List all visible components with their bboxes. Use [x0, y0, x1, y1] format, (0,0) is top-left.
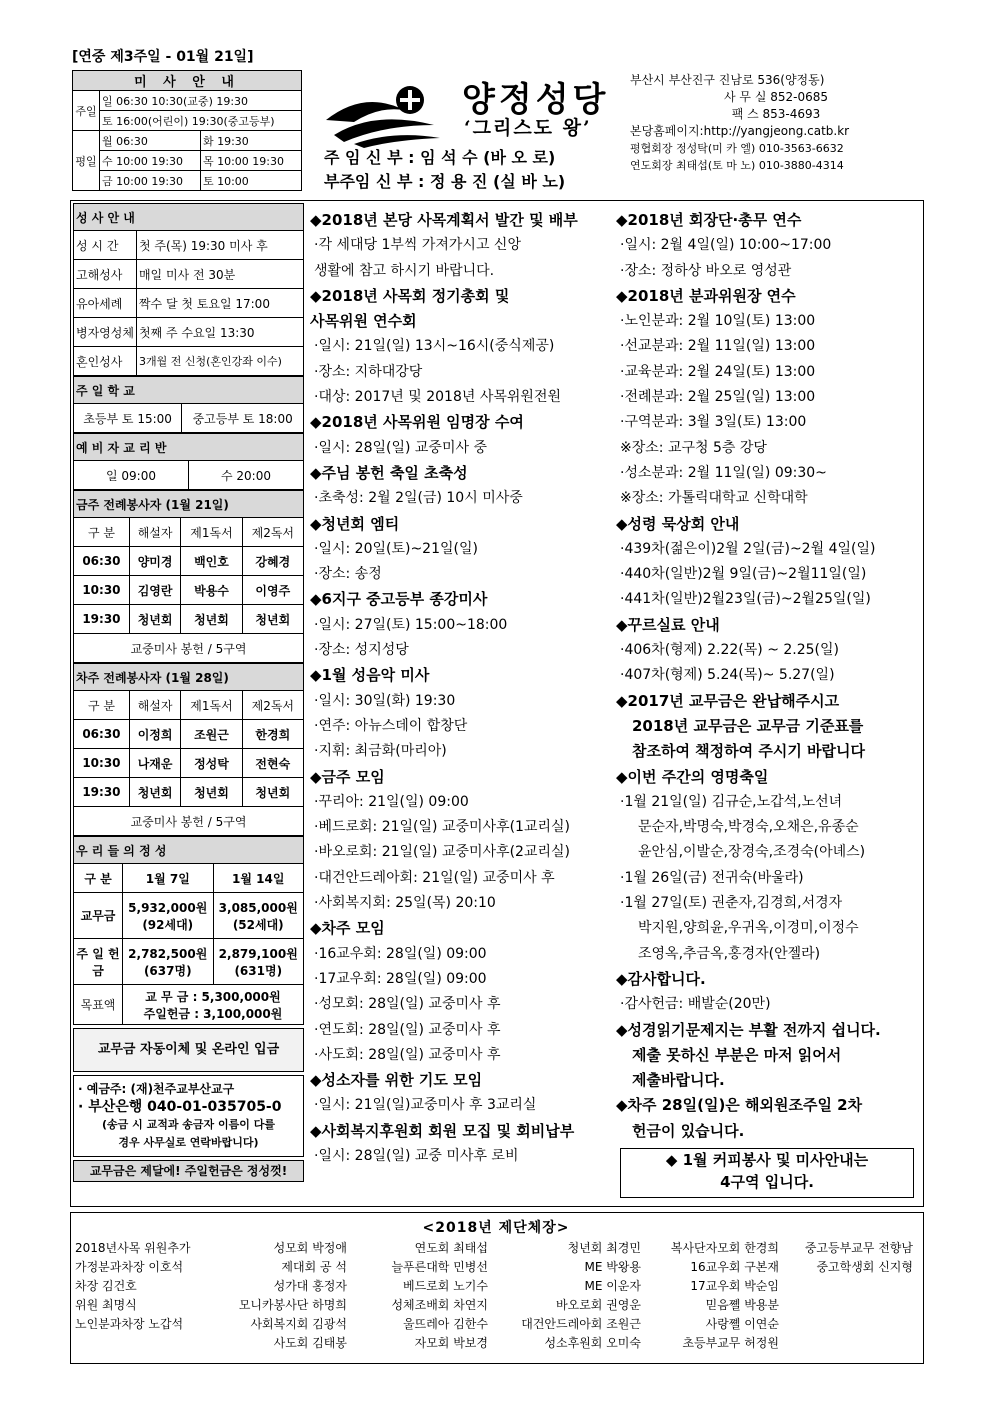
group-leader-entry: 17교우회 박순임 [690, 1279, 779, 1293]
announcement-line: ·1월 27일(토) 권춘자,김경희,서경자 [620, 895, 843, 912]
announcement-line: ·1월 26일(금) 전귀숙(바울라) [620, 869, 804, 886]
notice-line: 4구역 입니다. [720, 1173, 814, 1191]
offering-note: 교중미사 봉헌 / 5구역 [74, 634, 304, 663]
announcement-heading: ◆사회복지후원회 회원 모집 및 회비납부 [310, 1121, 575, 1140]
clergy-block [324, 146, 565, 194]
announcement-line: 윤안심,이발순,장경숙,조경숙(아녜스) [638, 844, 866, 861]
goal-tithe: 교 무 금 : 5,300,000원 [145, 989, 281, 1004]
announcement-line: ·일시: 20일(토)~21일(일) [314, 540, 478, 557]
group-leaders-column [791, 1239, 913, 1277]
group-leader-entry: 노인분과차장 노갑석 [75, 1317, 184, 1331]
announcement-heading: ◆성령 묵상회 안내 [616, 514, 740, 533]
sunday-school-title: 주 일 학 교 [74, 377, 304, 404]
group-leaders-title: <2018년 제단체장> [422, 1220, 570, 1236]
group-leaders-column [356, 1239, 488, 1353]
announcement-line: ·초축성: 2월 2일(금) 10시 미사중 [314, 490, 523, 507]
group-leader-entry: 대건안드레아회 조원근 [521, 1317, 641, 1331]
announcement-heading: ◆주님 봉헌 축일 초축성 [310, 463, 468, 482]
offerings-table [73, 836, 304, 1025]
announcement-line: ·교육분과: 2월 24일(토) 13:00 [620, 363, 816, 380]
announcement-line: 박지원,양희윤,우귀옥,이경미,이정수 [638, 920, 859, 937]
group-leader-entry: ME 이운자 [584, 1279, 641, 1293]
offering-note: 교중미사 봉헌 / 5구역 [74, 807, 304, 836]
announcement-heading: ◆성소자를 위한 기도 모임 [310, 1071, 483, 1090]
col-header: 제2독서 [242, 518, 303, 547]
address: 부산시 부산진구 진남로 536(양정동) [630, 73, 825, 87]
table-cell: 이영주 [242, 576, 303, 605]
announcement-line: ·441차(일반)2월23일(금)~2월25일(일) [620, 591, 871, 608]
announcement-line: ·대건안드레아회: 21일(일) 교중미사 후 [314, 869, 555, 886]
table-cell: 정성탁 [181, 749, 242, 778]
bank-info [73, 1075, 304, 1157]
announcement-line: ·일시: 21일(일) 13시~16시(중식제공) [314, 338, 555, 355]
announcement-line: 2018년 교무금은 교무금 기준표를 [632, 716, 864, 735]
sacrament-label: 고해성사 [74, 260, 137, 289]
offering-slogan: 교무금은 제달에! 주일헌금은 정성껏! [73, 1160, 304, 1182]
weekday-label: 평일 [73, 131, 100, 191]
amount: 2,879,100원 [218, 946, 298, 961]
group-leader-entry: 16교우회 구본재 [690, 1260, 779, 1274]
announcement-line: ※장소: 가톨릭대학교 신학대학 [620, 490, 808, 507]
group-leader-entry: 사회복지회 김광석 [250, 1317, 347, 1331]
sunday-school-table [73, 376, 304, 433]
notice-line: ◆ 1월 커피봉사 및 미사안내는 [665, 1151, 869, 1169]
issue-date-tag: [연중 제3주일 - 01월 21일] [72, 49, 254, 65]
weekday-mass: 화 19:30 [200, 131, 301, 151]
church-subtitle: ‘그리스도 왕’ [464, 117, 592, 139]
table-cell: 06:30 [74, 547, 130, 576]
left-column [73, 203, 304, 1182]
announcement-heading: ◆성경읽기문제지는 부활 전까지 쉽니다. [616, 1020, 881, 1039]
table-cell: 전현숙 [242, 749, 303, 778]
group-leaders-column [221, 1239, 347, 1353]
group-leaders-column [651, 1239, 779, 1353]
col-header: 1월 14일 [213, 864, 304, 893]
col-header: 제1독서 [181, 691, 242, 720]
group-leader-entry: 2018년사목 위원추가 [75, 1241, 191, 1255]
catechumen-title: 예 비 자 교 리 반 [74, 434, 304, 461]
announcement-heading: ◆2018년 사목위원 임명장 수여 [310, 413, 524, 432]
announcement-line: ·대상: 2017년 및 2018년 사목위원전원 [314, 389, 561, 406]
table-cell: 김영란 [129, 576, 180, 605]
group-leader-entry: 차장 김건호 [75, 1279, 137, 1293]
announcement-heading: ◆꾸르실료 안내 [616, 615, 720, 634]
group-leader-entry: 중고등부교무 전향남 [804, 1241, 913, 1255]
announcement-line: 조영옥,추금옥,홍경자(안젤라) [638, 945, 821, 962]
office-phone: 사 무 실 852-0685 [724, 90, 828, 104]
announcement-line: ·440차(일반)2월 9일(금)~2월11일(일) [620, 566, 867, 583]
announcement-line: ·439차(젊은이)2월 2일(금)~2월 4일(일) [620, 540, 876, 557]
elder-chair: 연도회장 최태섭(토 마 노) 010-3880-4314 [630, 159, 844, 172]
col-header: 구 분 [74, 518, 130, 547]
table-cell: 한경희 [242, 720, 303, 749]
announcement-line: ·407차(형제) 5.24(목)~ 5.27(일) [620, 667, 835, 684]
mass-schedule-table [72, 70, 302, 191]
announcement-line: 제출바랍니다. [632, 1071, 725, 1090]
col-header: 해설자 [129, 518, 180, 547]
sacrament-value: 3개월 전 신청(혼인강좌 이수) [136, 347, 303, 376]
announcement-heading: ◆2017년 교무금은 완납해주시고 [616, 691, 840, 710]
announcement-heading: ◆차주 28일(일)은 해외원조주일 2차 [616, 1096, 863, 1115]
account-holder: · 예금주: (재)천주교부산교구 [78, 1082, 235, 1096]
catechumen-sun: 일 09:00 [74, 461, 189, 490]
col-header: 구 분 [74, 864, 123, 893]
col-header: 해설자 [129, 691, 180, 720]
table-cell: 10:30 [74, 576, 130, 605]
group-leaders-column [75, 1239, 215, 1334]
announcement-line: 문순자,박명숙,박경숙,오채은,유종순 [638, 819, 859, 836]
weekday-mass: 금 10:00 19:30 [100, 171, 201, 191]
announcement-line: ·노인분과: 2월 10일(토) 13:00 [620, 313, 816, 330]
group-leader-entry: 사도회 김태봉 [273, 1336, 347, 1350]
table-cell: 백인호 [181, 547, 242, 576]
group-leader-entry: 바오로회 권영운 [556, 1298, 641, 1312]
table-cell: 06:30 [74, 720, 130, 749]
group-leader-entry: 가정분과차장 이호석 [75, 1260, 184, 1274]
group-leader-entry: 성소후원회 오미숙 [544, 1336, 641, 1350]
announcement-line: ·16교우회: 28일(일) 09:00 [314, 945, 487, 962]
group-leader-entry: 베드로회 노기수 [403, 1279, 488, 1293]
table-cell: 조원근 [181, 720, 242, 749]
announcement-line: ·장소: 지하대강당 [314, 363, 423, 380]
group-leader-entry: 모니카봉사단 하명희 [238, 1298, 347, 1312]
table-cell: 양미경 [129, 547, 180, 576]
elementary-time: 초등부 토 15:00 [74, 404, 182, 433]
church-name: 양정성당 [462, 80, 610, 120]
table-cell: 청년회 [129, 605, 180, 634]
sacraments-table [73, 203, 304, 376]
people: (637명) [143, 963, 192, 978]
group-leader-entry: 연도회 최태섭 [414, 1241, 488, 1255]
announcement-line: ·1월 21일(일) 김규순,노갑석,노선녀 [620, 793, 843, 810]
table-cell: 이정희 [129, 720, 180, 749]
households: (92세대) [142, 917, 194, 932]
row-label: 교무금 [74, 893, 123, 939]
announcement-line: ·일시: 28일(일) 교중 미사후 로비 [314, 1147, 519, 1164]
announcement-line: ·17교우회: 28일(일) 09:00 [314, 970, 487, 987]
servers-next-title: 차주 전례봉사자 (1월 28일) [74, 664, 304, 691]
announcement-heading: ◆2018년 본당 사목계획서 발간 및 배부 [310, 211, 578, 229]
offerings-title: 우 리 들 의 정 성 [74, 837, 304, 864]
table-cell: 청년회 [242, 778, 303, 807]
announcement-heading: ◆금주 모임 [310, 767, 385, 786]
bank-title: 교무금 자동이체 및 온라인 입금 [73, 1028, 304, 1072]
announcement-heading: ◆이번 주간의 영명축일 [616, 767, 769, 786]
group-leader-entry: ME 박왕용 [584, 1260, 641, 1274]
goal-offering: 주일헌금 : 3,100,000원 [143, 1006, 283, 1021]
announcement-heading: ◆1월 성음악 미사 [310, 666, 430, 685]
contact-block [630, 72, 922, 174]
announcements-column-right [616, 208, 920, 1144]
pastor: 주 임 신 부 : 임 석 수 (바 오 로) [324, 148, 556, 167]
weekday-mass: 토 10:00 [200, 171, 301, 191]
announcement-heading: ◆2018년 분과위원장 연수 [616, 286, 796, 305]
announcement-line: ·일시: 28일(일) 교중미사 중 [314, 439, 487, 456]
announcement-line: 생활에 참고 하시기 바랍니다. [314, 262, 495, 279]
mass-schedule-title: 미 사 안 내 [73, 71, 302, 91]
servers-this-title: 금주 전례봉사자 (1월 21일) [74, 491, 304, 518]
announcement-heading: ◆2018년 회장단·총무 연수 [616, 211, 802, 229]
sacrament-value: 첫 주(목) 19:30 미사 후 [136, 231, 303, 260]
amount: 3,085,000원 [218, 900, 298, 915]
announcement-line: ·각 세대당 1부씩 가져가시고 신앙 [314, 237, 521, 254]
announcement-line: ·사회복지회: 25일(목) 20:10 [314, 895, 496, 912]
col-header: 1월 7일 [123, 864, 214, 893]
group-leader-entry: 복사단자모회 한경희 [670, 1241, 779, 1255]
group-leader-entry: 성모회 박정애 [273, 1241, 347, 1255]
sunday-mass-2: 토 16:00(어린이) 19:30(중고등부) [100, 111, 302, 131]
announcement-line: ·일시: 2월 4일(일) 10:00~17:00 [620, 237, 832, 254]
bank-note: 경우 사무실로 연락바랍니다) [118, 1136, 259, 1149]
announcement-line: 참조하여 책정하여 주시기 바랍니다 [632, 742, 866, 761]
table-cell: 강혜경 [242, 547, 303, 576]
table-cell: 청년회 [181, 605, 242, 634]
announcement-line: ·선교분과: 2월 11일(일) 13:00 [620, 338, 816, 355]
row-label: 주 일 헌 금 [74, 939, 123, 985]
table-cell: 19:30 [74, 778, 130, 807]
weekday-mass: 월 06:30 [100, 131, 201, 151]
table-cell: 10:30 [74, 749, 130, 778]
sacrament-label: 성 시 간 [74, 231, 137, 260]
group-leaders-column [501, 1239, 641, 1353]
announcement-line: ·사도회: 28일(일) 교중미사 후 [314, 1046, 501, 1063]
announcement-heading: ◆6지구 중고등부 종강미사 [310, 590, 488, 609]
amount: 5,932,000원 [128, 900, 208, 915]
catechumen-wed: 수 20:00 [189, 461, 304, 490]
announcement-line: ·일시: 27일(토) 15:00~18:00 [314, 616, 508, 633]
coffee-service-notice [620, 1148, 914, 1198]
announcement-line: ·꾸리아: 21일(일) 09:00 [314, 793, 469, 810]
households: (52세대) [232, 917, 284, 932]
weekday-mass: 목 10:00 19:30 [200, 151, 301, 171]
middle-high-time: 중고등부 토 18:00 [182, 404, 304, 433]
announcement-line: ·일시: 21일(일)교중미사 후 3교리실 [314, 1097, 537, 1114]
council-chair: 평협회장 정성탁(미 카 엘) 010-3563-6632 [630, 142, 844, 155]
group-leader-entry: 성가대 홍정자 [273, 1279, 347, 1293]
announcement-heading: ◆2018년 사목회 정기총회 및 [310, 286, 510, 305]
announcement-line: ·성모회: 28일(일) 교중미사 후 [314, 996, 501, 1013]
homepage-link[interactable]: 본당홈페이지:http://yangjeong.catb.kr [630, 124, 850, 138]
announcement-line: ·연주: 아뉴스데이 합창단 [314, 717, 468, 734]
announcement-line: ·406차(형제) 2.22(목) ~ 2.25(일) [620, 642, 839, 659]
announcement-line: ·장소: 송정 [314, 566, 382, 583]
table-cell: 청년회 [242, 605, 303, 634]
announcement-line: ·장소: 정하상 바오로 영성관 [620, 262, 792, 279]
group-leader-entry: 자모회 박보경 [414, 1336, 488, 1350]
announcement-line: ·구역분과: 3월 3일(토) 13:00 [620, 414, 807, 431]
sacrament-value: 매일 미사 전 30분 [136, 260, 303, 289]
amount: 2,782,500원 [128, 946, 208, 961]
group-leader-entry: 중고학생회 신지형 [816, 1260, 913, 1274]
table-cell: 청년회 [129, 778, 180, 807]
group-leader-entry: 울뜨레아 김한수 [403, 1317, 488, 1331]
sacrament-label: 병자영성체 [74, 318, 137, 347]
announcement-line: ·연도회: 28일(일) 교중미사 후 [314, 1021, 501, 1038]
group-leader-entry: 위원 최명식 [75, 1298, 137, 1312]
group-leader-entry: 사랑쪨 이연순 [705, 1317, 779, 1331]
group-leader-entry: 초등부교무 허정원 [682, 1336, 779, 1350]
sunday-mass-1: 일 06:30 10:30(교중) 19:30 [100, 91, 302, 111]
col-header: 제2독서 [242, 691, 303, 720]
announcement-line: ·일시: 30일(화) 19:30 [314, 692, 456, 709]
announcement-heading: 사목위원 연수회 [310, 312, 417, 331]
col-header: 구 분 [74, 691, 130, 720]
sacrament-value: 짝수 달 첫 토요일 17:00 [136, 289, 303, 318]
sunday-label: 주일 [73, 91, 100, 131]
table-cell: 19:30 [74, 605, 130, 634]
servers-this-week-table [73, 490, 304, 663]
announcement-heading: ◆청년회 엠티 [310, 514, 400, 533]
assistant-pastor: 부주임 신 부 : 정 용 진 (실 바 노) [324, 172, 566, 191]
announcement-line: 헌금이 있습니다. [632, 1121, 745, 1140]
table-cell: 청년회 [181, 778, 242, 807]
announcement-line: ·장소: 성지성당 [314, 642, 409, 659]
people: (631명) [234, 963, 283, 978]
group-leader-entry: 제대회 공 석 [281, 1260, 347, 1274]
announcement-line: ·지휘: 최금화(마리아) [314, 743, 447, 760]
table-cell: 나재운 [129, 749, 180, 778]
bank-account: · 부산은행 040-01-035705-0 [78, 1099, 282, 1115]
sacrament-label: 혼인성사 [74, 347, 137, 376]
announcement-line: ·성소분과: 2월 11일(일) 09:30~ [620, 464, 827, 481]
weekday-mass: 수 10:00 19:30 [100, 151, 201, 171]
announcement-line: ·감사헌금: 배발순(20만) [620, 996, 771, 1013]
group-leader-entry: 성체조배회 차연지 [391, 1298, 488, 1312]
announcement-line: ·베드로회: 21일(일) 교중미사후(1교리실) [314, 819, 570, 836]
announcement-heading: ◆감사합니다. [616, 969, 706, 988]
fax: 팩 스 853-4693 [731, 107, 821, 121]
announcement-line: 제출 못하신 부분은 마저 읽어서 [632, 1045, 842, 1064]
announcements-column-middle [310, 208, 610, 1169]
sacrament-value: 첫째 주 수요일 13:30 [136, 318, 303, 347]
announcement-line: ·전례분과: 2월 25일(일) 13:00 [620, 389, 816, 406]
church-logo-icon [324, 80, 444, 150]
group-leader-entry: 믿음쪨 박용분 [705, 1298, 779, 1312]
sacraments-title: 성 사 안 내 [74, 204, 304, 231]
bank-note: (송금 시 교적과 송금자 이름이 다를 [102, 1118, 275, 1131]
announcement-line: ·바오로회: 21일(일) 교중미사후(2교리실) [314, 844, 570, 861]
announcement-line: ※장소: 교구청 5층 강당 [620, 439, 767, 456]
table-cell: 박용수 [181, 576, 242, 605]
announcement-heading: ◆차주 모임 [310, 919, 385, 938]
servers-next-week-table [73, 663, 304, 836]
catechumen-table [73, 433, 304, 490]
col-header: 제1독서 [181, 518, 242, 547]
sacrament-label: 유아세례 [74, 289, 137, 318]
row-label: 목표액 [74, 985, 123, 1025]
group-leader-entry: 청년회 최경민 [567, 1241, 641, 1255]
group-leader-entry: 늘푸른대학 민병선 [391, 1260, 488, 1274]
